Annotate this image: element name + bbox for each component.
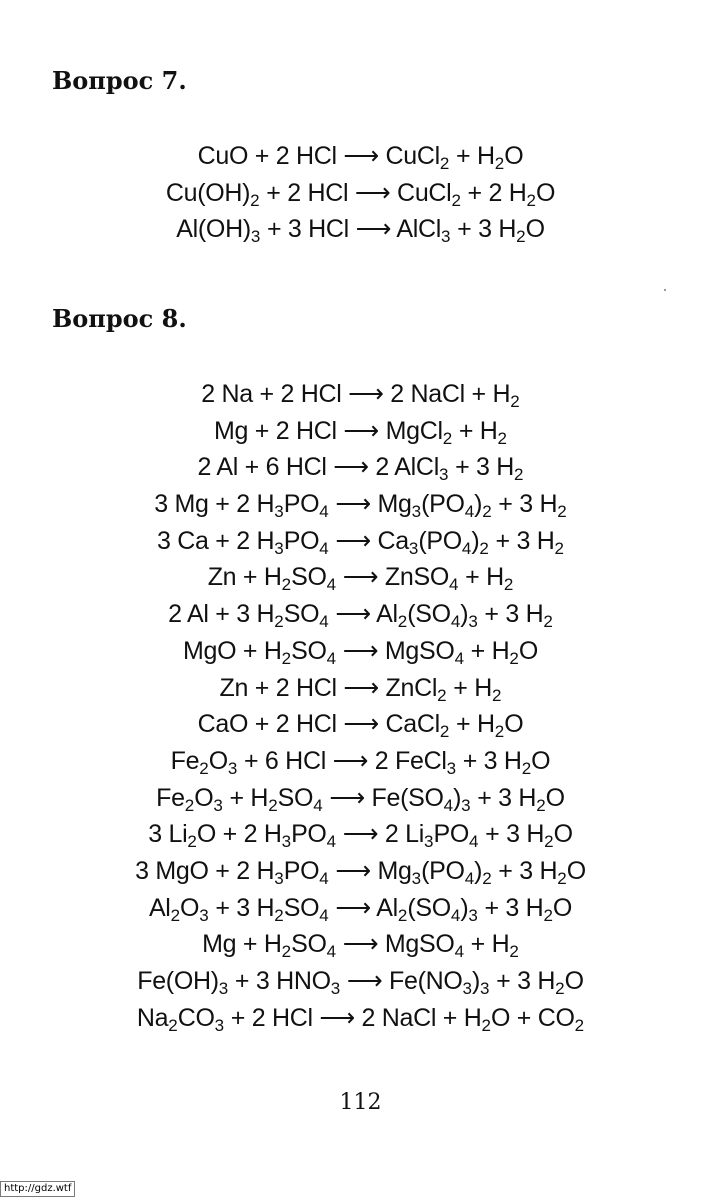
equation-text: Fe(OH) [137, 967, 219, 995]
equation-text: Mg + H [202, 930, 282, 959]
equation-text: ⟶ Fe(NO [340, 967, 463, 995]
equation-subscript: 2 [439, 722, 450, 742]
equation-text: SO [291, 930, 327, 959]
equation-text: ) [474, 490, 483, 519]
equation-text: + 3 HNO [228, 967, 331, 995]
equation-subscript: 2 [268, 795, 278, 815]
equation-text: PO [283, 526, 320, 555]
equation-text: SO [283, 893, 320, 922]
equation-subscript: 4 [461, 538, 472, 558]
equation-subscript: 4 [450, 612, 461, 632]
equation-subscript: 2 [482, 502, 492, 522]
question-8-heading: Вопрос 8. [52, 304, 187, 333]
equation-text: Na [136, 1003, 169, 1032]
equation-subscript: 3 [468, 612, 478, 632]
equation-line [0, 175, 721, 212]
equation-text: 2 Al + 3 H [168, 600, 275, 629]
equation-text: + 3 H [491, 490, 558, 519]
equation-subscript: 2 [281, 648, 292, 668]
equation-text: 2 Na + 2 HCl ⟶ 2 NaCl + H [201, 380, 511, 408]
equation-subscript: 2 [442, 428, 453, 448]
equation-subscript: 4 [319, 868, 329, 888]
equation-subscript: 2 [397, 612, 408, 632]
equation-subscript: 3 [274, 538, 284, 558]
equation-text: ⟶ Mg [328, 490, 412, 519]
equation-text: ⟶ Al [328, 600, 398, 629]
equation-subscript: 4 [326, 575, 337, 595]
equation-line [0, 523, 721, 560]
equation-subscript: 4 [326, 648, 337, 668]
equation-subscript: 3 [468, 905, 478, 925]
equation-text: + H [458, 563, 504, 592]
equation-text: O [504, 710, 524, 739]
equation-text: O [564, 967, 584, 995]
equation-text: + H [222, 783, 269, 812]
equation-text: O [535, 178, 556, 207]
equation-line [0, 376, 721, 413]
equation-text: PO [433, 820, 470, 849]
equation-subscript: 4 [319, 905, 329, 925]
equation-subscript: 3 [218, 979, 229, 998]
equation-subscript: 2 [510, 392, 520, 411]
equation-text: + H [449, 710, 495, 739]
equation-subscript: 2 [491, 685, 502, 705]
equation-text: O [552, 893, 573, 922]
equation-text: + 6 HCl ⟶ 2 FeCl [237, 746, 447, 775]
equation-subscript: 3 [274, 868, 284, 888]
equation-text: + 3 H [477, 893, 544, 922]
equation-subscript: 4 [449, 575, 459, 595]
equation-line [0, 926, 721, 963]
equation-subscript: 2 [199, 758, 209, 778]
equation-subscript: 4 [319, 502, 329, 522]
equation-text: Fe [156, 783, 185, 812]
equation-line [0, 816, 721, 853]
equation-text: Zn + H [207, 563, 282, 592]
equation-line [0, 559, 721, 596]
equation-subscript: 3 [214, 1015, 225, 1035]
equation-text: ⟶ 2 Li [336, 820, 425, 849]
equation-text: PO [283, 856, 320, 885]
equation-line [0, 670, 721, 707]
equation-text: O [194, 783, 214, 812]
equation-subscript: 3 [441, 227, 451, 247]
equation-text: ⟶ Mg [328, 856, 412, 885]
equation-text: Mg + 2 HCl ⟶ MgCl [214, 416, 443, 445]
equation-text: O [208, 746, 228, 775]
equation-subscript: 2 [184, 795, 195, 815]
equation-subscript: 3 [199, 905, 209, 925]
equation-text: (PO [421, 490, 465, 519]
equation-subscript: 4 [464, 868, 475, 888]
equation-text: + 3 H [477, 600, 544, 629]
equation-line [0, 780, 721, 817]
equation-subscript: 2 [557, 868, 567, 888]
equation-subscript: 4 [443, 795, 454, 815]
equation-subscript: 3 [330, 979, 341, 998]
equation-subscript: 3 [250, 227, 261, 247]
equation-subscript: 2 [439, 154, 450, 173]
equation-subscript: 2 [281, 575, 292, 595]
equation-text: ) [460, 600, 469, 629]
equation-subscript: 2 [274, 905, 284, 925]
equation-text: + H [464, 930, 510, 959]
equation-line [0, 853, 721, 890]
equation-subscript: 2 [543, 905, 553, 925]
equation-subscript: 2 [481, 1015, 491, 1035]
equation-text: SO [291, 563, 327, 592]
equation-subscript: 2 [494, 722, 505, 742]
equation-text: + 3 H [491, 856, 558, 885]
equation-subscript: 2 [170, 905, 181, 925]
equation-line [0, 706, 721, 743]
equation-text: O [504, 142, 524, 170]
equation-subscript: 3 [227, 758, 238, 778]
equation-subscript: 2 [168, 1015, 178, 1035]
question-8-equations [0, 376, 721, 1036]
equation-text: + 3 H [208, 893, 275, 922]
equation-text: Cu(OH) [165, 178, 251, 207]
equation-line [0, 211, 721, 248]
equation-subscript: 2 [526, 190, 536, 210]
equation-subscript: 3 [424, 832, 434, 852]
equation-text: O [545, 783, 565, 812]
equation-subscript: 4 [319, 612, 329, 632]
equation-subscript: 3 [461, 795, 471, 815]
equation-text: ⟶ Al [328, 893, 398, 922]
equation-text: Al [148, 893, 171, 922]
equation-subscript: 3 [411, 868, 422, 888]
scan-speck [664, 289, 666, 291]
equation-subscript: 2 [574, 1015, 585, 1035]
equation-text: ⟶ Fe(SO [322, 783, 444, 812]
equation-subscript: 4 [454, 648, 465, 668]
equation-subscript: 2 [397, 905, 408, 925]
equation-subscript: 2 [187, 832, 197, 852]
equation-subscript: 3 [411, 502, 422, 522]
equation-text: + 3 H [450, 215, 517, 244]
equation-text: O [518, 636, 539, 665]
equation-subscript: 2 [494, 154, 505, 173]
equation-subscript: 3 [408, 538, 419, 558]
equation-subscript: 2 [543, 612, 553, 632]
equation-subscript: 3 [480, 979, 490, 998]
equation-text: O [180, 893, 200, 922]
equation-subscript: 2 [554, 538, 564, 558]
equation-subscript: 4 [319, 538, 329, 558]
equation-text: ⟶ ZnSO [336, 563, 450, 592]
equation-subscript: 2 [274, 612, 284, 632]
equation-subscript: 2 [451, 190, 461, 210]
equation-text: ) [474, 856, 483, 885]
equation-subscript: 4 [469, 832, 479, 852]
equation-subscript: 2 [479, 538, 489, 558]
equation-text: ) [471, 526, 480, 555]
equation-text: O [553, 820, 573, 849]
equation-subscript: 3 [446, 758, 457, 778]
equation-subscript: 4 [326, 832, 337, 852]
equation-subscript: 2 [516, 227, 526, 247]
equation-line [0, 138, 721, 175]
equation-text: + 3 H [456, 746, 522, 775]
equation-line [0, 633, 721, 670]
equation-text: (PO [421, 856, 465, 885]
equation-text: ⟶ Ca [328, 526, 409, 555]
equation-text: + 3 H [448, 453, 515, 482]
equation-text: O + CO [490, 1003, 575, 1032]
equation-line [0, 1000, 721, 1037]
equation-line [0, 413, 721, 450]
equation-subscript: 2 [514, 465, 524, 485]
equation-subscript: 4 [326, 942, 337, 962]
equation-subscript: 3 [281, 832, 292, 852]
equation-text: + 3 H [470, 783, 537, 812]
equation-text: ⟶ MgSO [336, 930, 455, 959]
equation-line [0, 890, 721, 927]
equation-text: SO [283, 600, 320, 629]
equation-subscript: 3 [438, 465, 449, 485]
equation-subscript: 3 [274, 502, 284, 522]
equation-line [0, 486, 721, 523]
equation-text: + 2 H [460, 178, 527, 207]
equation-subscript: 2 [509, 942, 519, 962]
equation-subscript: 3 [213, 795, 223, 815]
equation-subscript: 2 [544, 832, 554, 852]
equation-text: O [531, 746, 551, 775]
equation-text: PO [291, 820, 327, 849]
equation-text: CuO + 2 HCl ⟶ CuCl [197, 142, 440, 170]
equation-text: + 3 H [488, 526, 555, 555]
equation-text: ⟶ MgSO [336, 636, 455, 665]
equation-subscript: 2 [437, 685, 447, 705]
equation-text: SO [291, 636, 327, 665]
equation-subscript: 2 [482, 868, 492, 888]
equation-line [0, 596, 721, 633]
equation-subscript: 4 [313, 795, 323, 815]
equation-text: Fe [170, 746, 200, 775]
equation-line [0, 743, 721, 780]
equation-text: Al(OH) [176, 215, 251, 244]
equation-text: CaO + 2 HCl ⟶ CaCl [197, 710, 440, 739]
equation-text: + H [446, 673, 492, 702]
equation-line [0, 449, 721, 486]
equation-text: PO [283, 490, 320, 519]
equation-subscript: 2 [503, 575, 514, 595]
equation-subscript: 2 [250, 190, 260, 210]
equation-subscript: 2 [497, 428, 507, 448]
equation-text: 3 Li [148, 820, 188, 849]
equation-text: + H [464, 636, 510, 665]
equation-text: + 3 H [478, 820, 545, 849]
equation-text: + 3 H [489, 967, 556, 995]
equation-subscript: 2 [509, 648, 519, 668]
equation-line [0, 963, 721, 1000]
equation-text: (SO [407, 600, 451, 629]
equation-subscript: 3 [462, 979, 473, 998]
equation-text: 3 Ca + 2 H [157, 526, 275, 555]
equation-text: 3 MgO + 2 H [135, 856, 275, 885]
equation-text: + H [452, 416, 498, 445]
question-7-heading: Вопрос 7. [52, 66, 187, 95]
equation-text: ) [453, 783, 462, 812]
equation-text: + 3 HCl ⟶ AlCl [260, 215, 442, 244]
question-7-equations [0, 138, 721, 248]
equation-text: 2 Al + 6 HCl ⟶ 2 AlCl [197, 453, 439, 482]
equation-text: ) [460, 893, 469, 922]
equation-subscript: 2 [281, 942, 292, 962]
equation-text: + 2 HCl ⟶ CuCl [259, 178, 452, 207]
equation-subscript: 4 [454, 942, 465, 962]
equation-text: O + 2 H [196, 820, 282, 849]
equation-text: CO [177, 1003, 215, 1032]
equation-text: (PO [418, 526, 462, 555]
watermark-url[interactable]: http://gdz.wtf [0, 1181, 75, 1197]
equation-text: (SO [407, 893, 451, 922]
equation-text: SO [277, 783, 314, 812]
equation-subscript: 4 [464, 502, 475, 522]
equation-subscript: 2 [555, 979, 565, 998]
equation-text: MgO + H [182, 636, 282, 665]
equation-subscript: 2 [557, 502, 567, 522]
equation-subscript: 4 [450, 905, 461, 925]
page-number: 112 [339, 1090, 382, 1115]
equation-subscript: 2 [536, 795, 546, 815]
equation-subscript: 2 [521, 758, 532, 778]
equation-text: O [566, 856, 586, 885]
equation-text: ) [472, 967, 481, 995]
equation-text: Zn + 2 HCl ⟶ ZnCl [219, 673, 438, 702]
equation-text: + 2 HCl ⟶ 2 NaCl + H [224, 1003, 482, 1032]
equation-text: O [525, 215, 545, 244]
equation-text: + H [449, 142, 495, 170]
equation-text: 3 Mg + 2 H [154, 490, 275, 519]
